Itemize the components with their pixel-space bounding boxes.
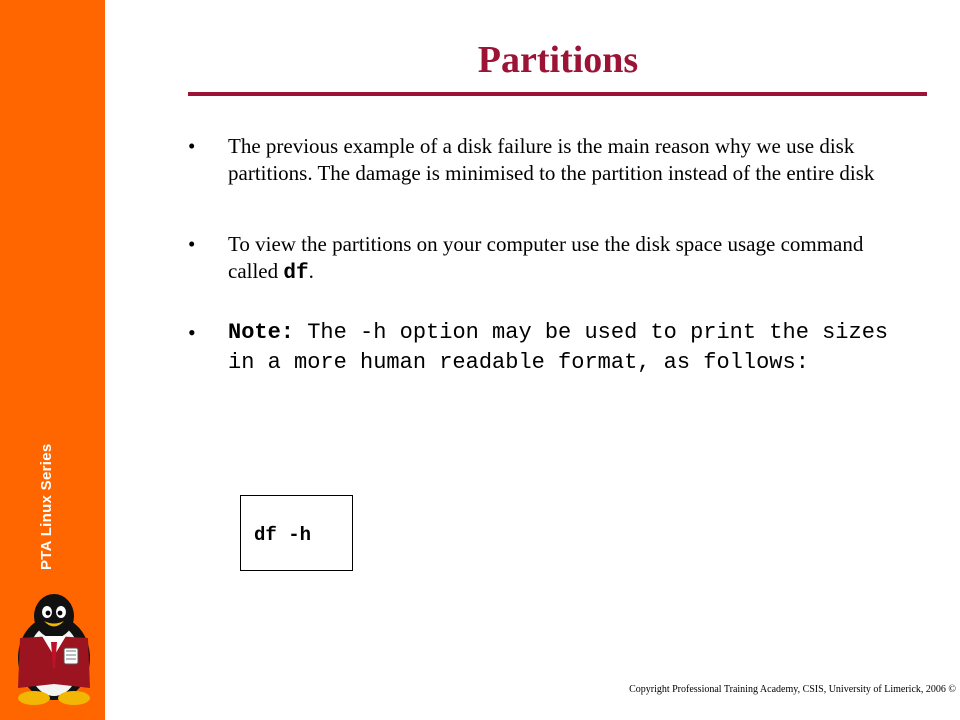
bullet-item [188, 133, 908, 187]
code-example-box [240, 495, 353, 571]
bullet-item [188, 231, 908, 287]
bullet-text: To view the partitions on your computer use the disk space usage command called [228, 232, 864, 283]
slide-title: Partitions [477, 39, 639, 81]
bullet-marker: • [188, 320, 196, 345]
copyright-notice: Copyright Professional Training Academy, CSIS, University of Limerick, 2006 © [629, 684, 956, 695]
penguin-mascot-icon [6, 588, 106, 708]
sidebar [0, 0, 105, 720]
code-example: df -h [254, 524, 312, 546]
bullet-list [188, 133, 908, 378]
command-name: df [283, 262, 309, 285]
series-label: PTA Linux Series [38, 443, 55, 570]
bullet-item [188, 318, 908, 378]
bullet-marker: • [188, 134, 196, 158]
bullet-text: The -h option may be used to print the sizes in a more human readable format, as follows: [228, 320, 889, 375]
bullet-text: The previous example of a disk failure is the main reason why we use disk partitions. The damage is minimised to the partition instead of the entire disk [228, 134, 875, 185]
bullet-text-end: . [308, 259, 314, 283]
bullet-marker: • [188, 232, 196, 256]
note-label: Note: [228, 320, 295, 345]
title-divider [188, 92, 927, 96]
